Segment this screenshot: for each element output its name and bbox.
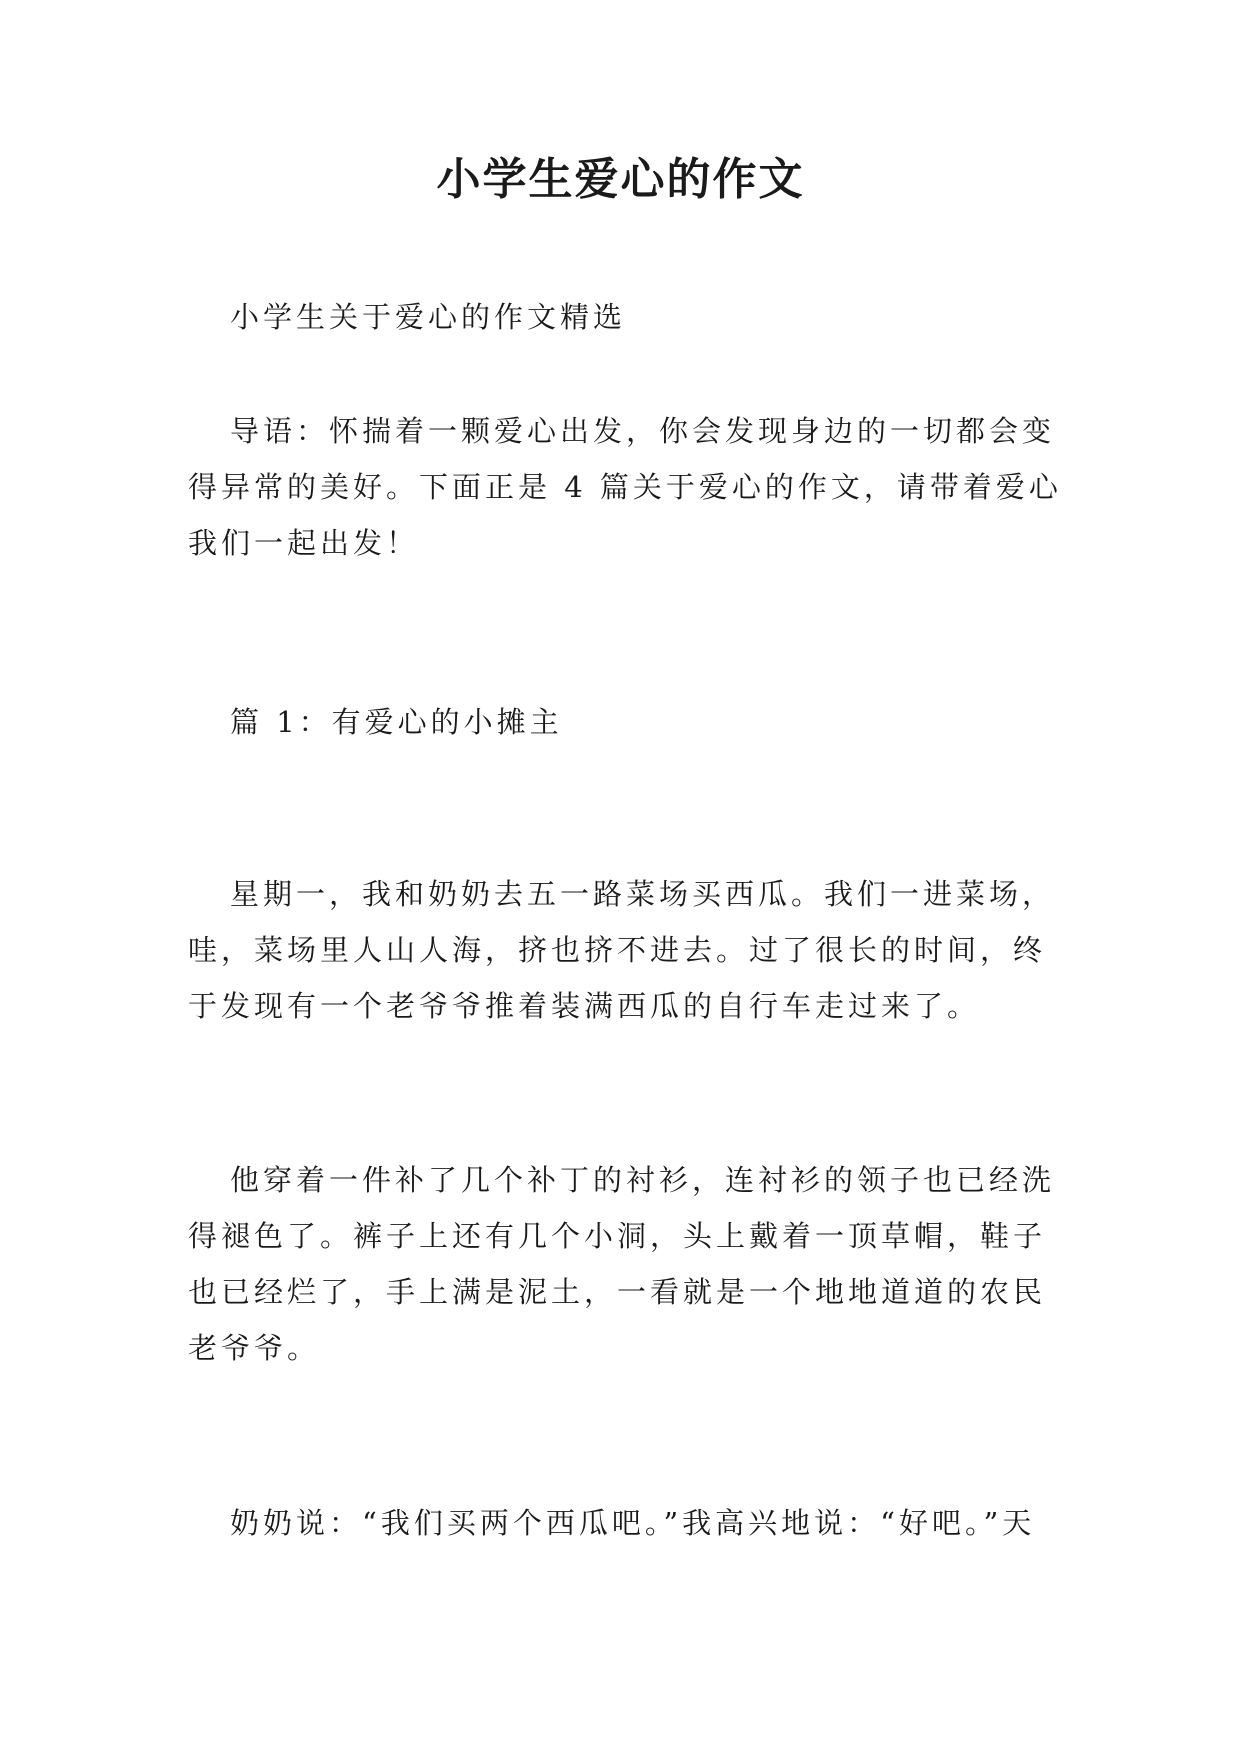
document-title: 小学生爱心的作文 [436,154,805,205]
body-paragraph [188,866,1056,1034]
intro-line: 导语：怀揣着一颗爱心出发，你会发现身边的一切都会变 [230,414,1056,448]
paragraph-line: 于发现有一个老爷爷推着装满西瓜的自行车走过来了。 [188,989,981,1023]
document-subtitle [188,289,1092,345]
intro-paragraph [188,403,1062,571]
paragraph-line: 他穿着一件补了几个补丁的衬衫，连衬衫的领子也已经洗 [230,1163,1056,1197]
subtitle-line: 小学生关于爱心的作文精选 [230,300,627,334]
intro-line: 得异常的美好。下面正是 4 篇关于爱心的作文，请带着爱心 [188,470,1062,504]
paragraph-line: 也已经烂了，手上满是泥土，一看就是一个地地道道的农民 [188,1275,1047,1309]
paragraph-line: 得褪色了。裤子上还有几个小洞，头上戴着一顶草帽，鞋子 [188,1219,1047,1253]
paragraph-line: 老爷爷。 [188,1331,321,1365]
paragraph-line: 哇，菜场里人山人海，挤也挤不进去。过了很长的时间，终 [188,933,1047,967]
section-heading-text: 篇 1：有爱心的小摊主 [230,705,563,739]
body-paragraph [188,1495,1050,1551]
paragraph-line: 星期一，我和奶奶去五一路菜场买西瓜。我们一进菜场， [230,877,1056,911]
intro-line: 我们一起出发！ [188,526,420,560]
paragraph-line: 奶奶说：“我们买两个西瓜吧。”我高兴地说：“好吧。”天 [230,1506,1036,1540]
section-heading [188,694,1092,750]
body-paragraph [188,1152,1056,1376]
